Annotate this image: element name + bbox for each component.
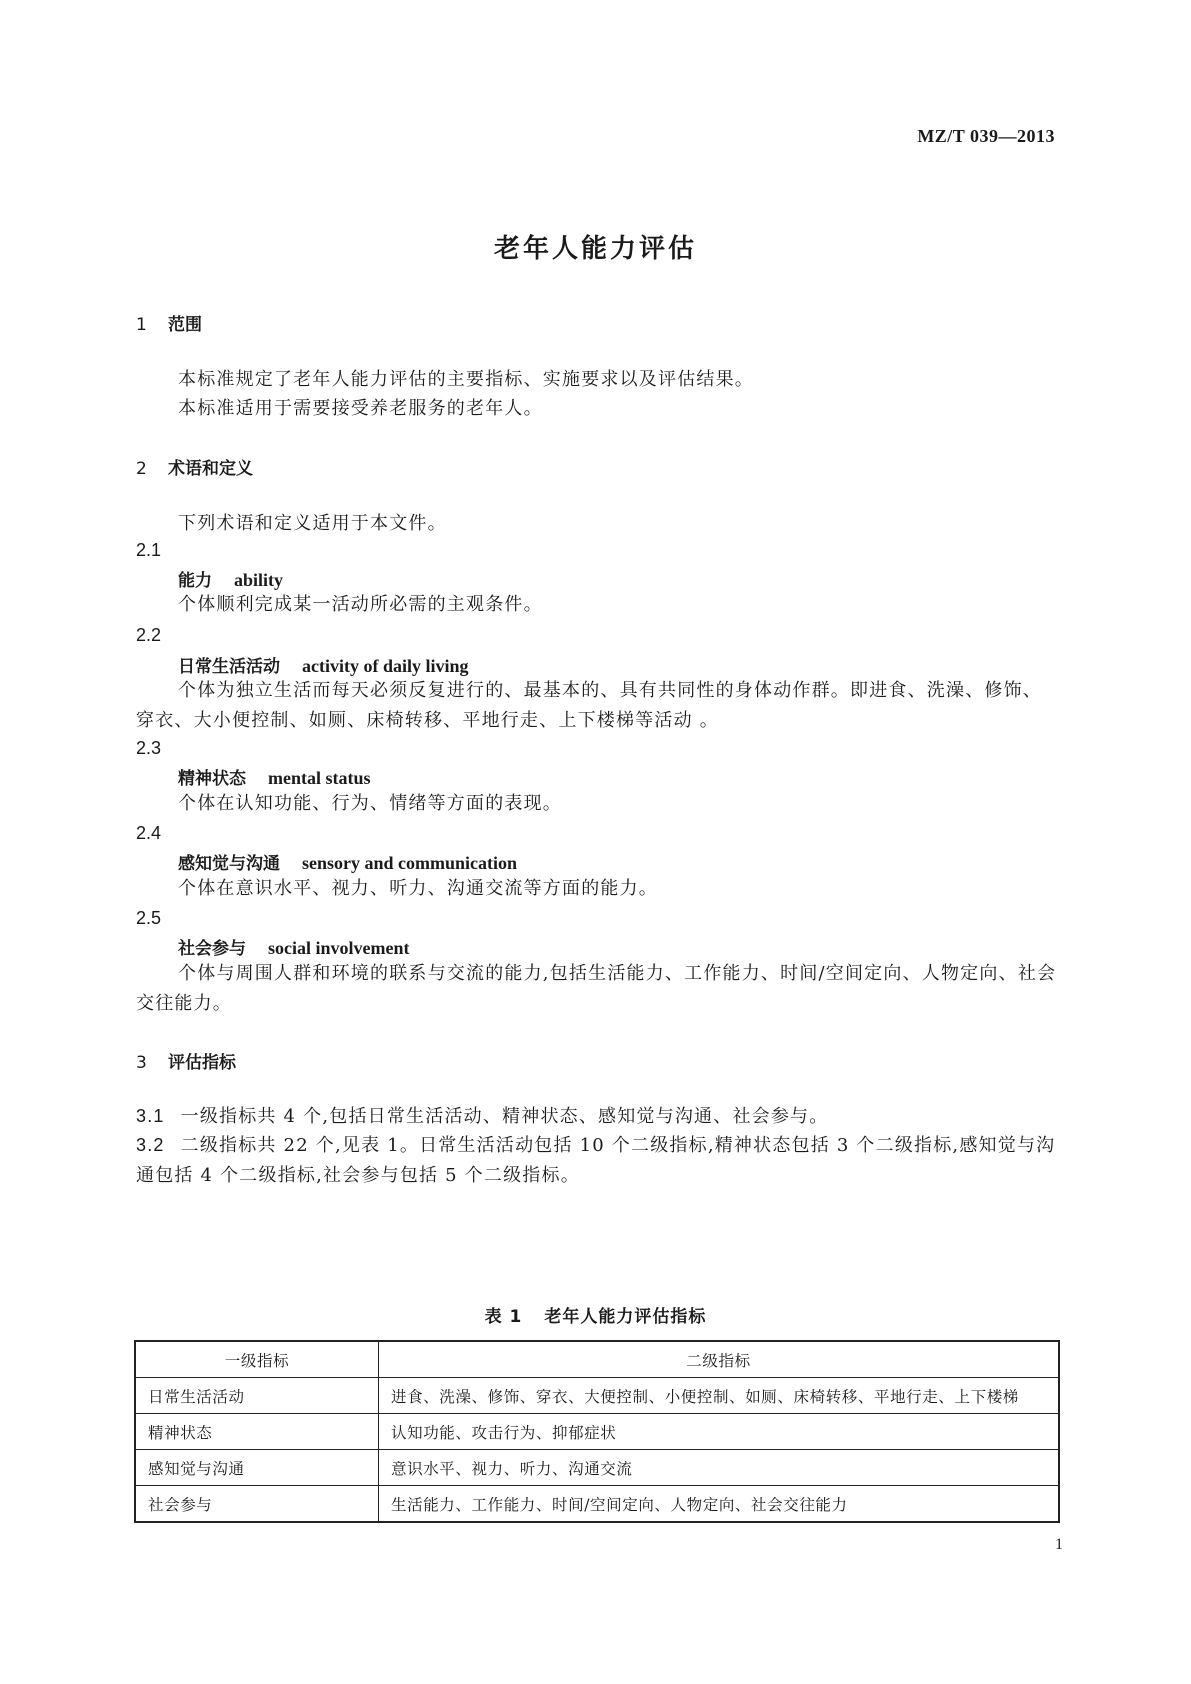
term-number: 2.2 xyxy=(136,625,162,645)
clause-text: 一级指标共 4 个,包括日常生活活动、精神状态、感知觉与沟通、社会参与。 xyxy=(180,1106,829,1127)
term-cn: 日常生活活动 xyxy=(178,657,280,677)
clause-number: 3.2 xyxy=(136,1135,165,1155)
standard-code: MZ/T 039—2013 xyxy=(917,126,1055,146)
page-number: 1 xyxy=(1055,1536,1063,1553)
term-definition: 个体为独立生活而每天必须反复进行的、最基本的、具有共同性的身体动作群。即进食、洗澡、修饰、穿衣、大小便控制、如厕、床椅转移、平地行走、上下楼梯等活动 。 xyxy=(136,680,1042,731)
term-number: 2.4 xyxy=(136,823,162,843)
section-title: 术语和定义 xyxy=(168,459,253,479)
indicator-table xyxy=(134,1340,1060,1523)
section-number: 1 xyxy=(136,315,147,335)
term-en: social involvement xyxy=(268,938,410,958)
term-number: 2.3 xyxy=(136,738,162,758)
table-cell: 日常生活活动 xyxy=(135,1378,379,1414)
term-cn: 精神状态 xyxy=(178,769,246,789)
table-row xyxy=(135,1414,1059,1450)
term-definition: 个体与周围人群和环境的联系与交流的能力,包括生活能力、工作能力、时间/空间定向、人物定向、社会交往能力。 xyxy=(136,963,1057,1014)
term-cn: 能力 xyxy=(178,571,212,591)
term-number: 2.1 xyxy=(136,540,162,560)
clause xyxy=(136,1101,1058,1132)
table-cell: 意识水平、视力、听力、沟通交流 xyxy=(379,1450,1060,1486)
table-title: 老年人能力评估指标 xyxy=(544,1307,707,1327)
table-row xyxy=(135,1450,1059,1486)
column-header: 一级指标 xyxy=(135,1341,379,1378)
term-name xyxy=(178,566,283,591)
table-cell: 生活能力、工作能力、时间/空间定向、人物定向、社会交往能力 xyxy=(379,1486,1060,1523)
term-definition: 个体在认知功能、行为、情绪等方面的表现。 xyxy=(178,793,562,814)
section-title: 范围 xyxy=(168,315,202,335)
section-1-paragraph: 本标准规定了老年人能力评估的主要指标、实施要求以及评估结果。 xyxy=(178,369,754,390)
term-definition: 个体在意识水平、视力、听力、沟通交流等方面的能力。 xyxy=(178,878,658,899)
clause-number: 3.1 xyxy=(136,1106,165,1126)
section-number: 3 xyxy=(136,1053,147,1073)
section-2-heading xyxy=(136,454,253,479)
table-row xyxy=(135,1486,1059,1523)
column-header: 二级指标 xyxy=(379,1341,1060,1378)
term-en: mental status xyxy=(268,768,371,788)
table-cell: 社会参与 xyxy=(135,1486,379,1523)
table-header-row xyxy=(135,1341,1059,1378)
table-number: 表 1 xyxy=(484,1307,523,1327)
term-cn: 感知觉与沟通 xyxy=(178,854,280,874)
table-cell: 进食、洗澡、修饰、穿衣、大便控制、小便控制、如厕、床椅转移、平地行走、上下楼梯 xyxy=(379,1378,1060,1414)
term-name xyxy=(178,934,410,959)
clause xyxy=(136,1130,1058,1191)
section-2-intro: 下列术语和定义适用于本文件。 xyxy=(178,513,447,534)
term-en: ability xyxy=(234,570,284,590)
section-title: 评估指标 xyxy=(168,1053,236,1073)
term-name xyxy=(178,849,517,874)
term-number: 2.5 xyxy=(136,908,162,928)
section-1-paragraph: 本标准适用于需要接受养老服务的老年人。 xyxy=(178,398,543,419)
term-cn: 社会参与 xyxy=(178,939,246,959)
term-definition: 个体顺利完成某一活动所必需的主观条件。 xyxy=(178,594,543,615)
section-1-heading xyxy=(136,310,202,335)
table-cell: 认知功能、攻击行为、抑郁症状 xyxy=(379,1414,1060,1450)
section-number: 2 xyxy=(136,459,147,479)
term-name xyxy=(178,764,371,789)
table-row xyxy=(135,1378,1059,1414)
clause-text: 二级指标共 22 个,见表 1。日常生活活动包括 10 个二级指标,精神状态包括 3 个二级指标,感知觉与沟通包括 4 个二级指标,社会参与包括 5 个二级指标。 xyxy=(136,1135,1056,1186)
term-en: activity of daily living xyxy=(302,656,469,676)
term-en: sensory and communication xyxy=(302,853,518,873)
table-cell: 精神状态 xyxy=(135,1414,379,1450)
document-title: 老年人能力评估 xyxy=(493,234,697,264)
section-3-heading xyxy=(136,1048,236,1073)
term-name xyxy=(178,652,469,677)
table-cell: 感知觉与沟通 xyxy=(135,1450,379,1486)
table-caption xyxy=(0,1302,1191,1327)
